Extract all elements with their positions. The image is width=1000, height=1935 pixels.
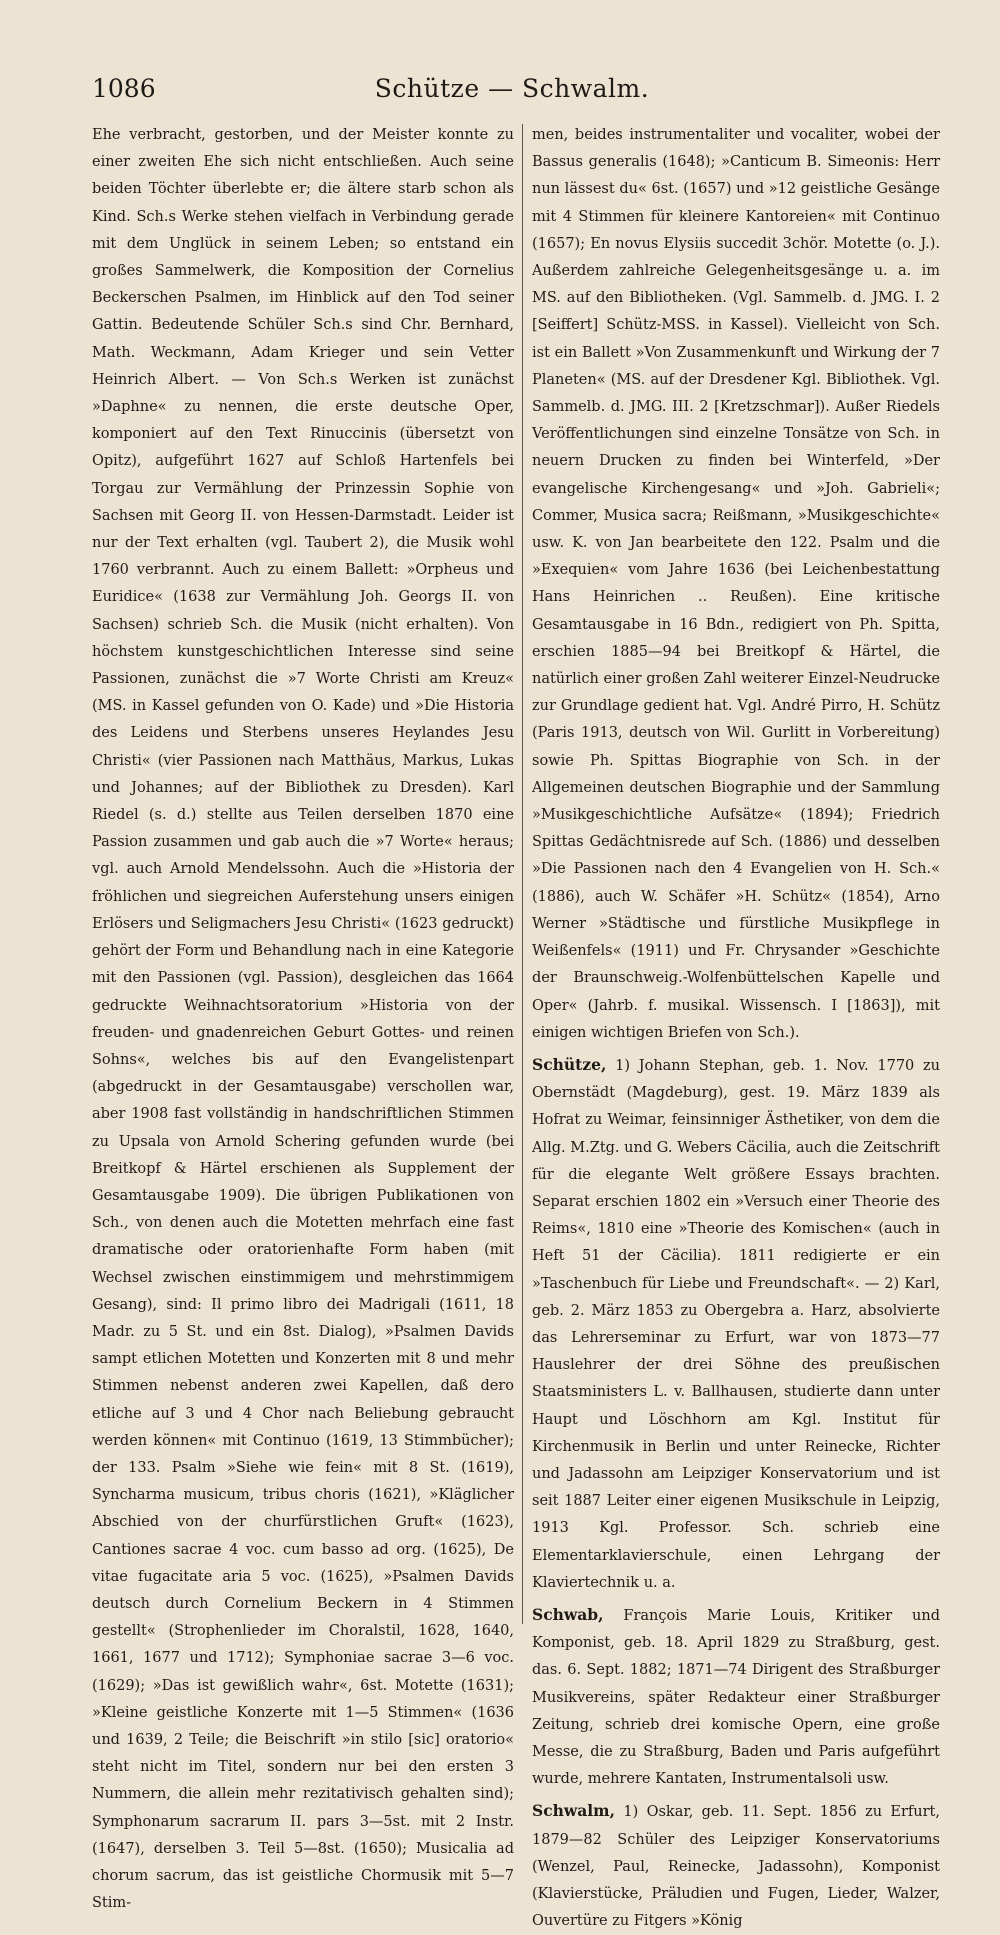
left-column [92, 122, 514, 1912]
headword-schwab: Schwab, [532, 1604, 604, 1624]
page-header [92, 74, 932, 114]
headword-schwalm: Schwalm, [532, 1801, 615, 1821]
running-title: Schütze — Schwalm. [374, 74, 650, 103]
entry-schuetze-text: 1) Johann Stephan, geb. 1. Nov. 1770 zu Obernstädt (Magdeburg), gest. 19. März 1839 als Hofrat zu Weimar, feinsinniger Ästhetiker, von dem die Allg. M.Ztg. und G. Webers Cäcilia, auch die Zeitschrift für die elegante Welt größere Essays brachten. Separat erschien 1802 ein »Versuch einer Theorie des Reims«, 1810 eine »Theorie des Komischen« (auch in Heft 51 der Cäcilia). 1811 redigierte er ein »Taschenbuch für Liebe und Freundschaft«. — 2) Karl, geb. 2. März 1853 zu Obergebra a. Harz, absolvierte das Lehrerseminar zu Erfurt, war von 1873—77 Hauslehrer der drei Söhne des preußischen Staatsministers L. v. Ballhausen, studierte dann unter Haupt und Löschhorn am Kgl. Institut für Kirchenmusik in Berlin und unter Reinecke, Richter und Jadassohn am Leipziger Konservatorium und ist seit 1887 Leiter einer eigenen Musikschule in Leipzig, 1913 Kgl. Professor. Sch. schrieb eine Elementarklavierschule, einen Lehrgang der Klaviertechnik u. a. [532, 1057, 940, 1591]
page-number: 1086 [92, 74, 156, 103]
entry-schwab [532, 1601, 940, 1793]
entry-schwab-text: François Marie Louis, Kritiker und Komponist, geb. 18. April 1829 zu Straßburg, gest. das. 6. Sept. 1882; 1871—74 Dirigent des Straßburger Musikvereins, später Redakteur einer Straßburger Zeitung, schrieb drei komische Opern, eine große Messe, die zu Straßburg, Baden und Paris aufgeführt wurde, mehrere Kantaten, Instrumentalsoli usw. [532, 1607, 940, 1788]
headword-schuetze: Schütze, [532, 1054, 607, 1074]
entry-schwalm [532, 1797, 940, 1935]
entry-schuetze [532, 1051, 940, 1597]
right-column [532, 122, 940, 1930]
entry-continuation-text-right: men, beides instrumentaliter und vocaliter, wobei der Bassus generalis (1648); »Canticum B. Simeonis: Herr nun lässest du« 6st. (1657) und »12 geistliche Gesänge mit 4 Stimmen für kleinere Kantoreien« mit Continuo (1657); En novus Elysiis succedit 3chör. Motette (o. J.). Außerdem zahlreiche Gelegenheitsgesänge u. a. im MS. auf den Bibliotheken. (Vgl. Sammelb. d. JMG. I. 2 [Seiffert] Schütz-MSS. in Kassel). Vielleicht von Sch. ist ein Ballett »Von Zusammenkunft und Wirkung der 7 Planeten« (MS. auf der Dresdener Kgl. Bibliothek. Vgl. Sammelb. d. JMG. III. 2 [Kretzschmar]). Außer Riedels Veröffentlichungen sind einzelne Tonsätze von Sch. in neuern Drucken zu finden bei Winterfeld, »Der evangelische Kirchengesang« und »Joh. Gabrieli«; Commer, Musica sacra; Reißmann, »Musikgeschichte« usw. K. von Jan bearbeitete den 122. Psalm und die »Exequien« vom Jahre 1636 (bei Leichenbestattung Hans Heinrichen .. Reußen). Eine kritische Gesamtausgabe in 16 Bdn., redigiert von Ph. Spitta, erschien 1885—94 bei Breitkopf & Härtel, die natürlich einer großen Zahl weiterer Einzel-Neudrucke zur Grundlage gedient hat. Vgl. André Pirro, H. Schütz (Paris 1913, deutsch von Wil. Gurlitt in Vorbereitung) sowie Ph. Spittas Biographie von Sch. in der Allgemeinen deutschen Biographie und der Sammlung »Musikgeschichtliche Aufsätze« (1894); Friedrich Spittas Gedächtnisrede auf Sch. (1886) und desselben »Die Passionen nach den 4 Evangelien von H. Sch.« (1886), auch W. Schäfer »H. Schütz« (1854), Arno Werner »Städtische und fürstliche Musikpflege in Weißenfels« (1911) und Fr. Chrysander »Geschichte der Braunschweig.-Wolfenbüttelschen Kapelle und Oper« (Jahrb. f. musikal. Wissensch. I [1863]), mit einigen wichtigen Briefen von Sch.). [532, 127, 940, 1041]
entry-continuation-text: Ehe verbracht, gestorben, und der Meister konnte zu einer zweiten Ehe sich nicht entschließen. Auch seine beiden Töchter überlebte er; die ältere starb schon als Kind. Sch.s Werke stehen vielfach in Verbindung gerade mit dem Unglück in seinem Leben; so entstand ein großes Sammelwerk, die Komposition der Cornelius Beckerschen Psalmen, im Hinblick auf den Tod seiner Gattin. Bedeutende Schüler Sch.s sind Chr. Bernhard, Math. Weckmann, Adam Krieger und sein Vetter Heinrich Albert. — Von Sch.s Werken ist zunächst »Daphne« zu nennen, die erste deutsche Oper, komponiert auf den Text Rinuccinis (übersetzt von Opitz), aufgeführt 1627 auf Schloß Hartenfels bei Torgau zur Vermählung der Prinzessin Sophie von Sachsen mit Georg II. von Hessen-Darmstadt. Leider ist nur der Text erhalten (vgl. Taubert 2), die Musik wohl 1760 verbrannt. Auch zu einem Ballett: »Orpheus und Euridice« (1638 zur Vermählung Joh. Georgs II. von Sachsen) schrieb Sch. die Musik (nicht erhalten). Von höchstem kunstgeschichtlichen Interesse sind seine Passionen, zunächst die »7 Worte Christi am Kreuz« (MS. in Kassel gefunden von O. Kade) und »Die Historia des Leidens und Sterbens unseres Heylandes Jesu Christi« (vier Passionen nach Matthäus, Markus, Lukas und Johannes; auf der Bibliothek zu Dresden). Karl Riedel (s. d.) stellte aus Teilen derselben 1870 eine Passion zusammen und gab auch die »7 Worte« heraus; vgl. auch Arnold Mendelssohn. Auch die »Historia der fröhlichen und siegreichen Auferstehung unsers einigen Erlösers und Seligmachers Jesu Christi« (1623 gedruckt) gehört der Form und Behandlung nach in eine Kategorie mit den Passionen (vgl. Passion), desgleichen das 1664 gedruckte Weihnachtsoratorium »Historia von der freuden- und gnadenreichen Geburt Gottes- und reinen Sohns«, welches bis auf den Evangelistenpart (abgedruckt in der Gesamtausgabe) verschollen war, aber 1908 fast vollständig in handschriftlichen Stimmen zu Upsala von Arnold Schering gefunden wurde (bei Breitkopf & Härtel erschienen als Supplement der Gesamtausgabe 1909). Die übrigen Publikationen von Sch., von denen auch die Motetten mehrfach eine fast dramatische oder oratorienhafte Form haben (mit Wechsel zwischen einstimmigem und mehrstimmigem Gesang), sind: Il primo libro dei Madrigali (1611, 18 Madr. zu 5 St. und ein 8st. Dialog), »Psalmen Davids sampt etlichen Motetten und Konzerten mit 8 und mehr Stimmen nebenst anderen zwei Kapellen, daß dero etliche auf 3 und 4 Chor nach Beliebung gebraucht werden können« mit Continuo (1619, 13 Stimmbücher); der 133. Psalm »Siehe wie fein« mit 8 St. (1619), Syncharma musicum, tribus choris (1621), »Kläglicher Abschied von der churfürstlichen Gruft« (1623), Cantiones sacrae 4 voc. cum basso ad org. (1625), De vitae fugacitate aria 5 voc. (1625), »Psalmen Davids deutsch durch Cornelium Beckern in 4 Stimmen gestellt« (Strophenlieder im Choralstil, 1628, 1640, 1661, 1677 und 1712); Symphoniae sacrae 3—6 voc. (1629); »Das ist gewißlich wahr«, 6st. Motette (1631); »Kleine geistliche Konzerte mit 1—5 Stimmen« (1636 und 1639, 2 Teile; die Beischrift »in stilo [sic] oratorio« steht nicht im Titel, sondern nur bei den ersten 3 Nummern, die allein mehr rezitativisch gehalten sind); Symphonarum sacrarum II. pars 3—5st. mit 2 Instr. (1647), derselben 3. Teil 5—8st. (1650); Musicalia ad chorum sacrum, das ist geistliche Chormusik mit 5—7 Stim- [92, 127, 514, 1912]
entry-schwalm-text: 1) Oskar, geb. 11. Sept. 1856 zu Erfurt, 1879—82 Schüler des Leipziger Konservatoriums (Wenzel, Paul, Reinecke, Jadassohn), Komponist (Klavierstücke, Präludien und Fugen, Lieder, Walzer, Ouvertüre zu Fitgers »König [532, 1804, 940, 1930]
column-divider [522, 124, 523, 1624]
